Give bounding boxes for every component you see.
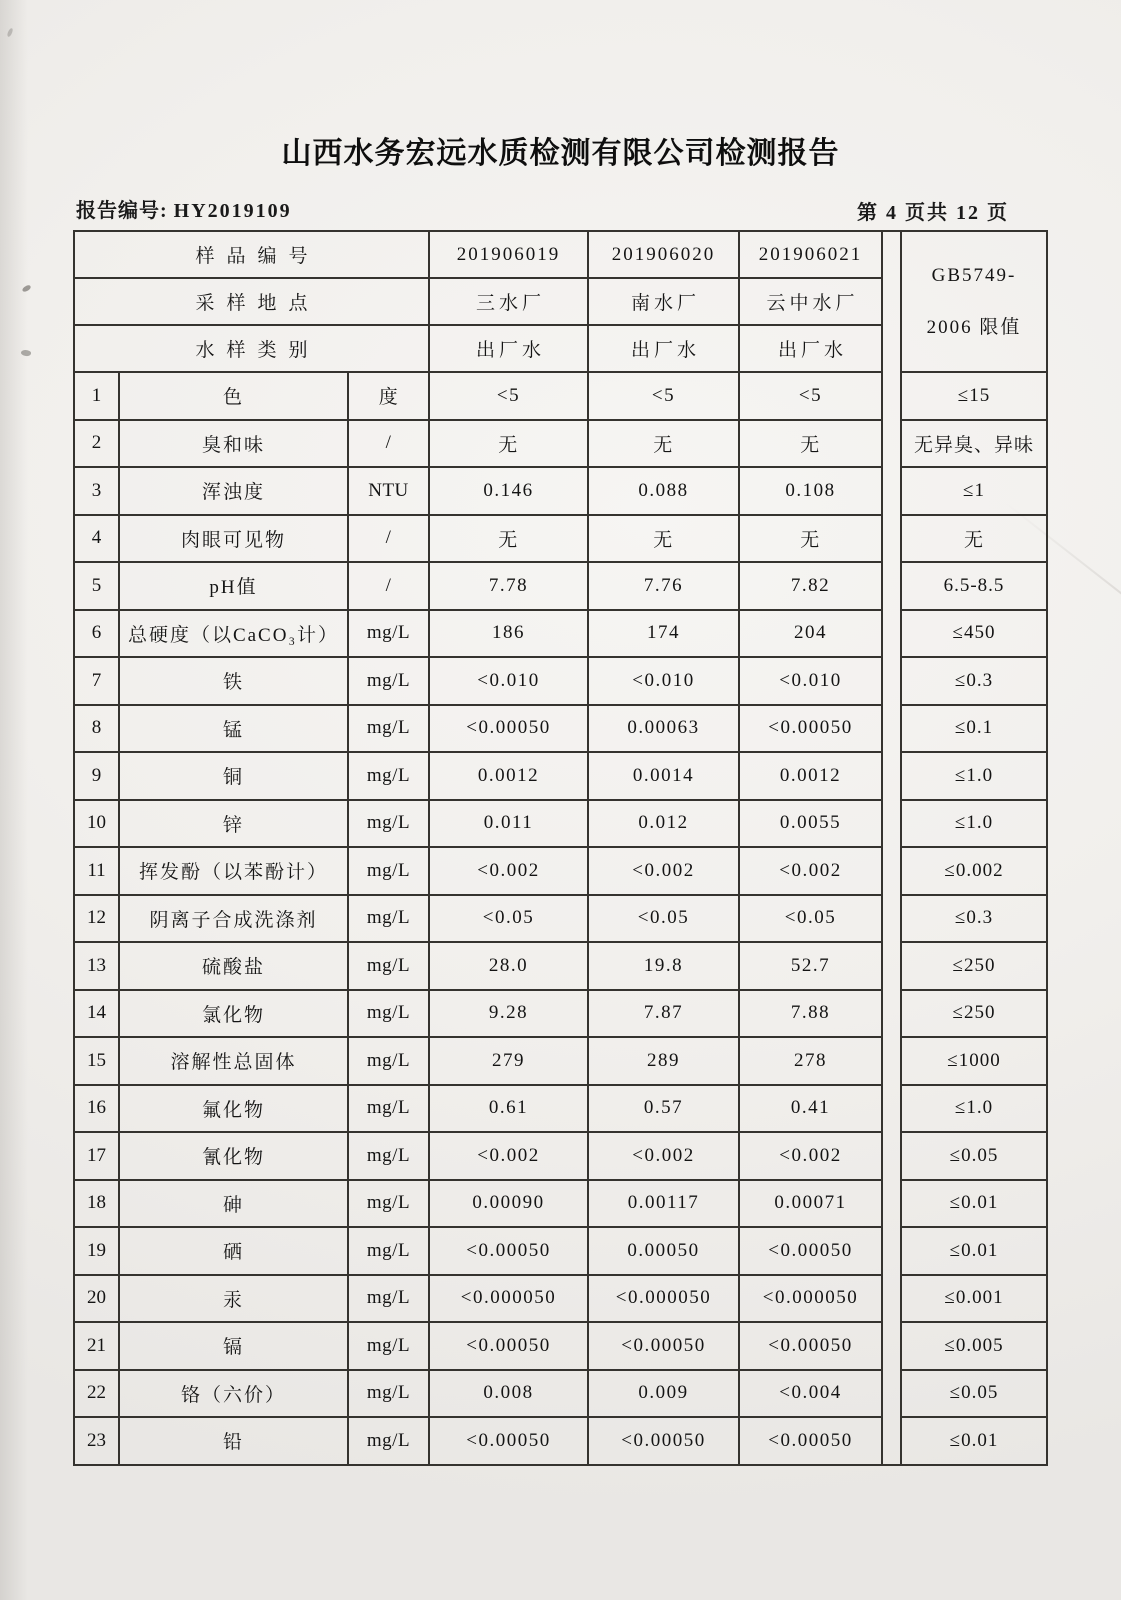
row-number: 19 (74, 1227, 119, 1275)
limit-value: ≤0.001 (901, 1275, 1047, 1323)
sample2-number: 201906020 (588, 231, 739, 278)
row-number: 13 (74, 942, 119, 990)
sample2-value: 0.00050 (588, 1227, 739, 1275)
row-number: 10 (74, 800, 119, 848)
parameter-row (74, 847, 1047, 895)
sample1-value: 9.28 (429, 990, 588, 1038)
sample1-value: <5 (429, 372, 588, 420)
parameter-row (74, 1417, 1047, 1465)
sample1-value: 28.0 (429, 942, 588, 990)
sample1-value: 无 (429, 420, 588, 468)
parameter-unit: / (348, 562, 429, 610)
parameter-unit: mg/L (348, 657, 429, 705)
parameter-row (74, 752, 1047, 800)
sample3-value: <0.00050 (739, 1417, 882, 1465)
sample1-value: <0.000050 (429, 1275, 588, 1323)
sample1-number: 201906019 (429, 231, 588, 278)
page-indicator: 第 4 页共 12 页 (857, 202, 1009, 224)
limit-value: ≤0.05 (901, 1370, 1047, 1418)
limit-value: ≤0.01 (901, 1227, 1047, 1275)
sample1-value: 0.146 (429, 467, 588, 515)
parameter-row (74, 1037, 1047, 1085)
sample3-value: 0.108 (739, 467, 882, 515)
sample2-value: 0.00063 (588, 705, 739, 753)
sample3-value: 204 (739, 610, 882, 658)
parameter-unit: mg/L (348, 1322, 429, 1370)
parameter-unit: mg/L (348, 942, 429, 990)
parameter-unit: mg/L (348, 705, 429, 753)
parameter-unit: mg/L (348, 1037, 429, 1085)
sample1-category: 出厂水 (429, 325, 588, 372)
sample3-number: 201906021 (739, 231, 882, 278)
limit-value: ≤250 (901, 942, 1047, 990)
parameter-name: 铅 (119, 1417, 348, 1465)
parameter-unit: mg/L (348, 1132, 429, 1180)
parameter-unit: 度 (348, 372, 429, 420)
sample1-value: 无 (429, 515, 588, 563)
row-number: 8 (74, 705, 119, 753)
parameter-unit: mg/L (348, 1275, 429, 1323)
sample2-value: 0.009 (588, 1370, 739, 1418)
limit-value: 无 (901, 515, 1047, 563)
parameter-name: 浑浊度 (119, 467, 348, 515)
parameter-name: 锰 (119, 705, 348, 753)
limit-value: ≤0.005 (901, 1322, 1047, 1370)
parameter-unit: NTU (348, 467, 429, 515)
sample1-value: <0.00050 (429, 1322, 588, 1370)
sample1-value: 279 (429, 1037, 588, 1085)
header-row-sample-no (74, 231, 1047, 278)
sample3-value: <0.004 (739, 1370, 882, 1418)
parameter-row (74, 1322, 1047, 1370)
sample2-value: 7.87 (588, 990, 739, 1038)
parameter-row (74, 657, 1047, 705)
sample2-value: 0.00117 (588, 1180, 739, 1228)
limit-value: ≤0.01 (901, 1180, 1047, 1228)
parameter-unit: mg/L (348, 1085, 429, 1133)
header-category-label: 水样类别 (74, 325, 429, 372)
sample1-value: <0.05 (429, 895, 588, 943)
sample1-value: 7.78 (429, 562, 588, 610)
limit-value: ≤250 (901, 990, 1047, 1038)
limit-column-header (901, 231, 1047, 372)
limit-value: 6.5-8.5 (901, 562, 1047, 610)
parameter-unit: mg/L (348, 1180, 429, 1228)
sample2-value: <0.000050 (588, 1275, 739, 1323)
report-number-value: HY2019109 (173, 200, 292, 222)
sample3-value: 52.7 (739, 942, 882, 990)
sample3-value: <0.010 (739, 657, 882, 705)
limit-value: ≤1.0 (901, 752, 1047, 800)
parameter-row (74, 610, 1047, 658)
parameter-row (74, 1085, 1047, 1133)
parameter-name: 溶解性总固体 (119, 1037, 348, 1085)
row-number: 1 (74, 372, 119, 420)
parameter-name: 总硬度（以CaCO₃计） (119, 610, 348, 658)
sample3-value: <0.00050 (739, 705, 882, 753)
sample2-value: <0.05 (588, 895, 739, 943)
sample3-value: <0.05 (739, 895, 882, 943)
row-number: 4 (74, 515, 119, 563)
parameter-row (74, 1370, 1047, 1418)
parameter-unit: mg/L (348, 895, 429, 943)
parameter-unit: mg/L (348, 1370, 429, 1418)
row-number: 7 (74, 657, 119, 705)
parameter-unit: mg/L (348, 1417, 429, 1465)
parameter-row (74, 705, 1047, 753)
report-title: 山西水务宏远水质检测有限公司检测报告 (281, 137, 840, 170)
sample2-value: 无 (588, 420, 739, 468)
row-number: 15 (74, 1037, 119, 1085)
parameter-name: 阴离子合成洗涤剂 (119, 895, 348, 943)
parameter-row (74, 562, 1047, 610)
limit-header-line2: 2006 限值 (926, 316, 1022, 338)
sample2-value: 19.8 (588, 942, 739, 990)
parameter-name: 铁 (119, 657, 348, 705)
sample3-value: <0.000050 (739, 1275, 882, 1323)
sample2-value: 无 (588, 515, 739, 563)
sample2-value: <0.002 (588, 847, 739, 895)
parameter-unit: mg/L (348, 800, 429, 848)
sample3-value: 0.00071 (739, 1180, 882, 1228)
sample3-value: <0.002 (739, 1132, 882, 1180)
sample2-value: 7.76 (588, 562, 739, 610)
sample1-value: 0.00090 (429, 1180, 588, 1228)
limit-header-line1: GB5749- (931, 264, 1017, 286)
parameter-row (74, 800, 1047, 848)
row-number: 2 (74, 420, 119, 468)
parameter-unit: mg/L (348, 610, 429, 658)
sample3-value: 0.0012 (739, 752, 882, 800)
parameter-unit: mg/L (348, 847, 429, 895)
table-body (74, 231, 1047, 1465)
row-number: 17 (74, 1132, 119, 1180)
sample1-value: <0.002 (429, 847, 588, 895)
sample2-value: <0.010 (588, 657, 739, 705)
sample2-value: <0.00050 (588, 1417, 739, 1465)
row-number: 23 (74, 1417, 119, 1465)
parameter-unit: / (348, 515, 429, 563)
row-number: 22 (74, 1370, 119, 1418)
parameter-row (74, 420, 1047, 468)
parameter-name: 硒 (119, 1227, 348, 1275)
sample1-location: 三水厂 (429, 278, 588, 325)
parameter-row (74, 515, 1047, 563)
header-location-label: 采样地点 (74, 278, 429, 325)
parameter-name: 镉 (119, 1322, 348, 1370)
sample1-value: 0.0012 (429, 752, 588, 800)
row-number: 16 (74, 1085, 119, 1133)
parameter-row (74, 990, 1047, 1038)
parameter-name: 色 (119, 372, 348, 420)
sample3-category: 出厂水 (739, 325, 882, 372)
sample2-value: 0.088 (588, 467, 739, 515)
parameter-row (74, 1275, 1047, 1323)
limit-value: ≤0.05 (901, 1132, 1047, 1180)
sample3-value: 7.88 (739, 990, 882, 1038)
sample2-value: <0.002 (588, 1132, 739, 1180)
limit-value: ≤15 (901, 372, 1047, 420)
sample3-value: 无 (739, 515, 882, 563)
sample2-value: 0.012 (588, 800, 739, 848)
table-gap-column (882, 231, 901, 1465)
sample1-value: <0.00050 (429, 1417, 588, 1465)
parameter-name: 氯化物 (119, 990, 348, 1038)
water-quality-table (73, 230, 1048, 1466)
sample1-value: <0.00050 (429, 1227, 588, 1275)
limit-value: 无异臭、异味 (901, 420, 1047, 468)
parameter-name: 汞 (119, 1275, 348, 1323)
parameter-name: 铬（六价） (119, 1370, 348, 1418)
sample2-location: 南水厂 (588, 278, 739, 325)
report-number (76, 194, 292, 223)
parameter-row (74, 467, 1047, 515)
sample3-value: <0.00050 (739, 1227, 882, 1275)
limit-value: ≤0.1 (901, 705, 1047, 753)
limit-value: ≤0.002 (901, 847, 1047, 895)
report-number-label: 报告编号: (76, 200, 168, 222)
row-number: 5 (74, 562, 119, 610)
sample2-category: 出厂水 (588, 325, 739, 372)
sample2-value: 0.57 (588, 1085, 739, 1133)
sample1-value: <0.010 (429, 657, 588, 705)
sample2-value: 174 (588, 610, 739, 658)
sample3-value: 0.41 (739, 1085, 882, 1133)
parameter-row (74, 1227, 1047, 1275)
sample3-value: 278 (739, 1037, 882, 1085)
row-number: 20 (74, 1275, 119, 1323)
sample3-value: 0.0055 (739, 800, 882, 848)
sample2-value: 0.0014 (588, 752, 739, 800)
limit-value: ≤1 (901, 467, 1047, 515)
parameter-unit: / (348, 420, 429, 468)
sample1-value: 0.011 (429, 800, 588, 848)
parameter-row (74, 372, 1047, 420)
parameter-name: 氰化物 (119, 1132, 348, 1180)
limit-value: ≤0.3 (901, 657, 1047, 705)
parameter-name: 锌 (119, 800, 348, 848)
sample2-value: 289 (588, 1037, 739, 1085)
row-number: 3 (74, 467, 119, 515)
limit-value: ≤0.3 (901, 895, 1047, 943)
row-number: 6 (74, 610, 119, 658)
row-number: 11 (74, 847, 119, 895)
limit-value: ≤450 (901, 610, 1047, 658)
limit-value: ≤0.01 (901, 1417, 1047, 1465)
parameter-unit: mg/L (348, 990, 429, 1038)
parameter-name: pH值 (119, 562, 348, 610)
limit-value: ≤1.0 (901, 800, 1047, 848)
row-number: 12 (74, 895, 119, 943)
header-sample-no-label: 样品编号 (74, 231, 429, 278)
row-number: 21 (74, 1322, 119, 1370)
sample3-location: 云中水厂 (739, 278, 882, 325)
parameter-row (74, 895, 1047, 943)
parameter-name: 挥发酚（以苯酚计） (119, 847, 348, 895)
limit-value: ≤1000 (901, 1037, 1047, 1085)
parameter-name: 肉眼可见物 (119, 515, 348, 563)
sample3-value: <5 (739, 372, 882, 420)
row-number: 18 (74, 1180, 119, 1228)
sample1-value: 0.008 (429, 1370, 588, 1418)
parameter-name: 砷 (119, 1180, 348, 1228)
sample3-value: <0.002 (739, 847, 882, 895)
sample3-value: 7.82 (739, 562, 882, 610)
sample1-value: 186 (429, 610, 588, 658)
parameter-unit: mg/L (348, 752, 429, 800)
parameter-name: 臭和味 (119, 420, 348, 468)
sample3-value: 无 (739, 420, 882, 468)
parameter-name: 氟化物 (119, 1085, 348, 1133)
parameter-unit: mg/L (348, 1227, 429, 1275)
parameter-name: 铜 (119, 752, 348, 800)
sample1-value: 0.61 (429, 1085, 588, 1133)
limit-value: ≤1.0 (901, 1085, 1047, 1133)
row-number: 14 (74, 990, 119, 1038)
sample3-value: <0.00050 (739, 1322, 882, 1370)
sample1-value: <0.00050 (429, 705, 588, 753)
sample1-value: <0.002 (429, 1132, 588, 1180)
scan-edge-shadow (0, 0, 28, 1600)
row-number: 9 (74, 752, 119, 800)
parameter-row (74, 1180, 1047, 1228)
parameter-name: 硫酸盐 (119, 942, 348, 990)
parameter-row (74, 1132, 1047, 1180)
parameter-row (74, 942, 1047, 990)
sample2-value: <5 (588, 372, 739, 420)
sample2-value: <0.00050 (588, 1322, 739, 1370)
